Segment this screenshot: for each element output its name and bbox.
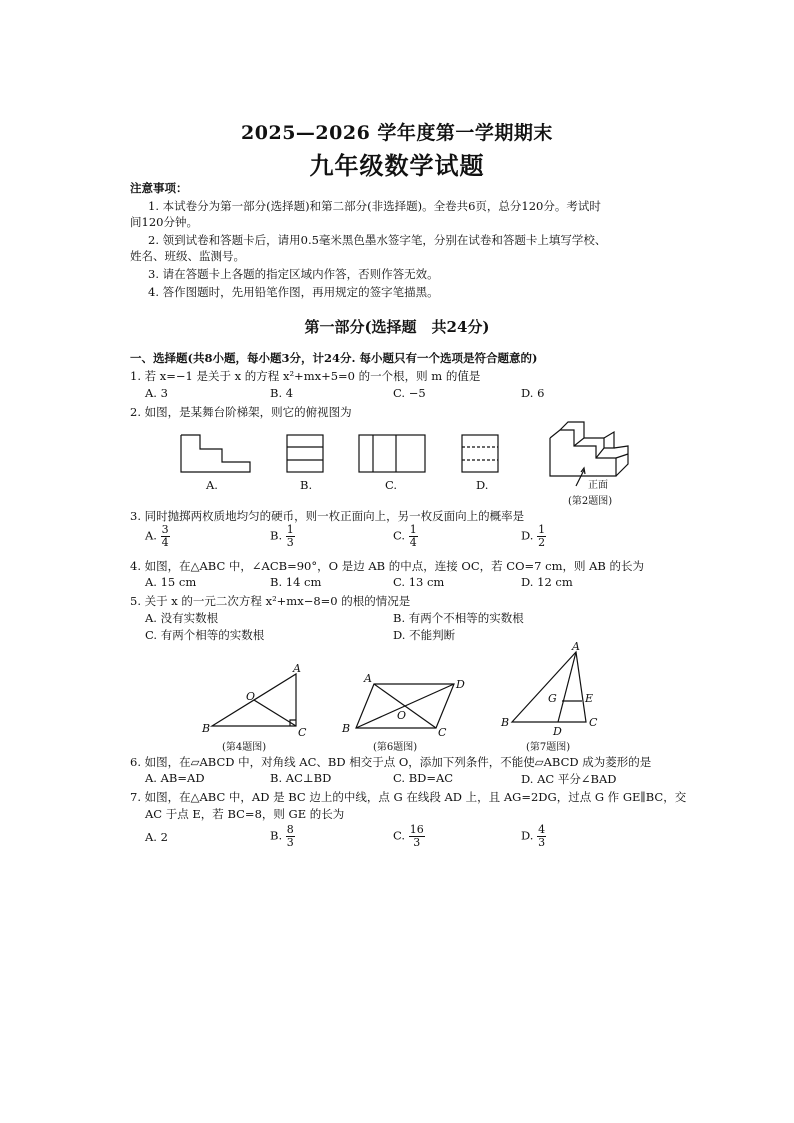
fig7-label-a: A — [572, 640, 580, 653]
q4-option-d: D. 12 cm — [521, 575, 573, 589]
fig6-label-c: C — [438, 726, 447, 739]
fig4-label-a: A — [293, 662, 301, 675]
q7-c-den: 3 — [413, 836, 421, 849]
q7-b-den: 3 — [286, 836, 294, 849]
q6-stem: 6. 如图，在▱ABCD 中，对角线 AC、BD 相交于点 O，添加下列条件，不能使▱ABCD 成为菱形的是 — [130, 755, 652, 769]
section1-instruction: 一、选择题(共8小题，每小题3分，计24分. 每小题只有一个选项是符合题意的) — [130, 351, 538, 365]
q3-a-den: 4 — [161, 536, 169, 549]
q3-option-d-fraction — [537, 524, 546, 549]
q4-stem: 4. 如图，在△ABC 中，∠ACB=90°，O 是边 AB 的中点，连接 OC，若 CO=7 cm，则 AB 的长为 — [130, 559, 645, 573]
fig7-label-g: G — [548, 692, 557, 705]
q2-option-b-figure — [286, 434, 324, 474]
q7-c-num: 16 — [409, 823, 424, 836]
fig6-caption: (第6题图) — [373, 742, 418, 753]
q3-c-den: 4 — [409, 536, 417, 549]
notice-item-2b: 姓名、班级、监测号。 — [130, 249, 245, 263]
q3-d-den: 2 — [538, 536, 546, 549]
q1-option-d: D. 6 — [521, 386, 545, 400]
q1-option-c: C. −5 — [393, 386, 426, 400]
q1-option-b: B. 4 — [270, 386, 294, 400]
fig6-parallelogram — [340, 670, 470, 740]
q2-stem: 2. 如图，是某舞台阶梯架，则它的俯视图为 — [130, 405, 352, 419]
notice-item-3: 3. 请在答题卡上各题的指定区域内作答，否则作答无效。 — [148, 267, 439, 281]
q5-option-d: D. 不能判断 — [393, 628, 456, 642]
q7-option-c-letter: C. — [393, 828, 406, 843]
fig7-label-e: E — [585, 692, 594, 705]
q1-option-a: A. 3 — [145, 386, 168, 400]
q3-a-num: 3 — [161, 523, 169, 536]
q3-option-d-letter: D. — [521, 528, 534, 543]
notice-item-1a: 1. 本试卷分为第一部分(选择题)和第二部分(非选择题)。全卷共6页，总分120分。考试时 — [148, 199, 601, 213]
q7-option-b-fraction — [286, 824, 295, 849]
notice-item-4: 4. 答作图题时，先用铅笔作图，再用规定的签字笔描黑。 — [148, 285, 439, 299]
q4-option-a: A. 15 cm — [145, 575, 197, 589]
q3-option-c-letter: C. — [393, 528, 406, 543]
fig7-label-c: C — [589, 716, 598, 729]
q5-option-a: A. 没有实数根 — [145, 611, 219, 625]
exam-title-line2: 九年级数学试题 — [309, 151, 485, 180]
q7-option-d-fraction — [537, 824, 546, 849]
fig4-label-o: O — [246, 690, 256, 703]
q3-option-a — [145, 524, 170, 549]
q3-stem: 3. 同时抛掷两枚质地均匀的硬币，则一枚正面向上，另一枚反面向上的概率是 — [130, 509, 525, 523]
q3-b-den: 3 — [286, 536, 294, 549]
fig4-caption: (第4题图) — [222, 742, 267, 753]
q2-stair-figure — [546, 418, 636, 491]
q3-option-a-letter: A. — [145, 528, 157, 543]
section1-title: 第一部分(选择题 共24分) — [304, 318, 490, 336]
q6-option-c: C. BD=AC — [393, 771, 454, 785]
exam-title-line1: 2025—2026 学年度第一学期期末 — [241, 122, 553, 144]
q7-d-den: 3 — [538, 836, 546, 849]
q7-option-c — [393, 824, 425, 849]
fig7-label-d: D — [553, 725, 562, 738]
q6-option-a: A. AB=AD — [145, 771, 205, 785]
fig6-label-o: O — [397, 709, 407, 722]
q2-fig-caption: (第2题图) — [568, 496, 613, 507]
q7-option-c-fraction — [409, 824, 425, 849]
q4-option-b: B. 14 cm — [270, 575, 322, 589]
q7-option-d-letter: D. — [521, 828, 534, 843]
q7-stem-line1: 7. 如图，在△ABC 中，AD 是 BC 边上的中线，点 G 在线段 AD 上，且 AG=2DG，过点 G 作 GE∥BC，交 — [130, 790, 687, 804]
notice-item-2a: 2. 领到试卷和答题卡后，请用0.5毫米黑色墨水签字笔，分别在试卷和答题卡上填写学校、 — [148, 233, 607, 247]
q3-c-num: 1 — [409, 523, 417, 536]
q7-option-b — [270, 824, 295, 849]
fig6-label-d: D — [456, 678, 465, 691]
q2-option-d-figure — [461, 434, 499, 474]
q3-option-a-fraction — [161, 524, 170, 549]
notice-heading: 注意事项： — [130, 181, 188, 195]
q1-stem: 1. 若 x=−1 是关于 x 的方程 x²+mx+5=0 的一个根，则 m 的值是 — [130, 369, 481, 383]
q3-option-b-letter: B. — [270, 528, 283, 543]
q3-b-num: 1 — [286, 523, 294, 536]
q5-option-b: B. 有两个不相等的实数根 — [393, 611, 524, 625]
q3-option-b — [270, 524, 295, 549]
q3-option-d — [521, 524, 546, 549]
fig6-label-b: B — [342, 722, 351, 735]
notice-item-1b: 间120分钟。 — [130, 215, 198, 229]
q6-option-b: B. AC⊥BD — [270, 771, 332, 785]
q7-d-num: 4 — [538, 823, 546, 836]
fig7-caption: (第7题图) — [526, 742, 571, 753]
q5-stem: 5. 关于 x 的一元二次方程 x²+mx−8=0 的根的情况是 — [130, 594, 411, 608]
q5-option-c: C. 有两个相等的实数根 — [145, 628, 265, 642]
q7-b-num: 8 — [286, 823, 294, 836]
fig7-label-b: B — [501, 716, 510, 729]
q3-option-c — [393, 524, 418, 549]
q6-option-d: D. AC 平分∠BAD — [521, 772, 617, 786]
q2-option-a: A. — [206, 478, 218, 492]
q2-front-label: 正面 — [588, 480, 608, 491]
fig7-triangle — [498, 640, 608, 740]
q3-option-c-fraction — [409, 524, 418, 549]
q7-option-d — [521, 824, 546, 849]
q2-option-a-figure — [180, 434, 252, 474]
q2-option-c: C. — [385, 478, 398, 492]
q3-option-b-fraction — [286, 524, 295, 549]
q7-stem-line2: AC 于点 E，若 BC=8，则 GE 的长为 — [145, 807, 345, 821]
fig4-triangle — [198, 662, 310, 742]
fig6-label-a: A — [364, 672, 372, 685]
q4-option-c: C. 13 cm — [393, 575, 445, 589]
q2-option-c-figure — [358, 434, 426, 474]
q2-option-d: D. — [476, 478, 489, 492]
q7-option-b-letter: B. — [270, 828, 283, 843]
q3-d-num: 1 — [538, 523, 546, 536]
fig4-label-b: B — [202, 722, 211, 735]
q2-option-b: B. — [300, 478, 313, 492]
q7-option-a — [145, 830, 168, 844]
q7-option-a-letter: A. 2 — [145, 830, 168, 844]
fig4-label-c: C — [298, 726, 307, 739]
